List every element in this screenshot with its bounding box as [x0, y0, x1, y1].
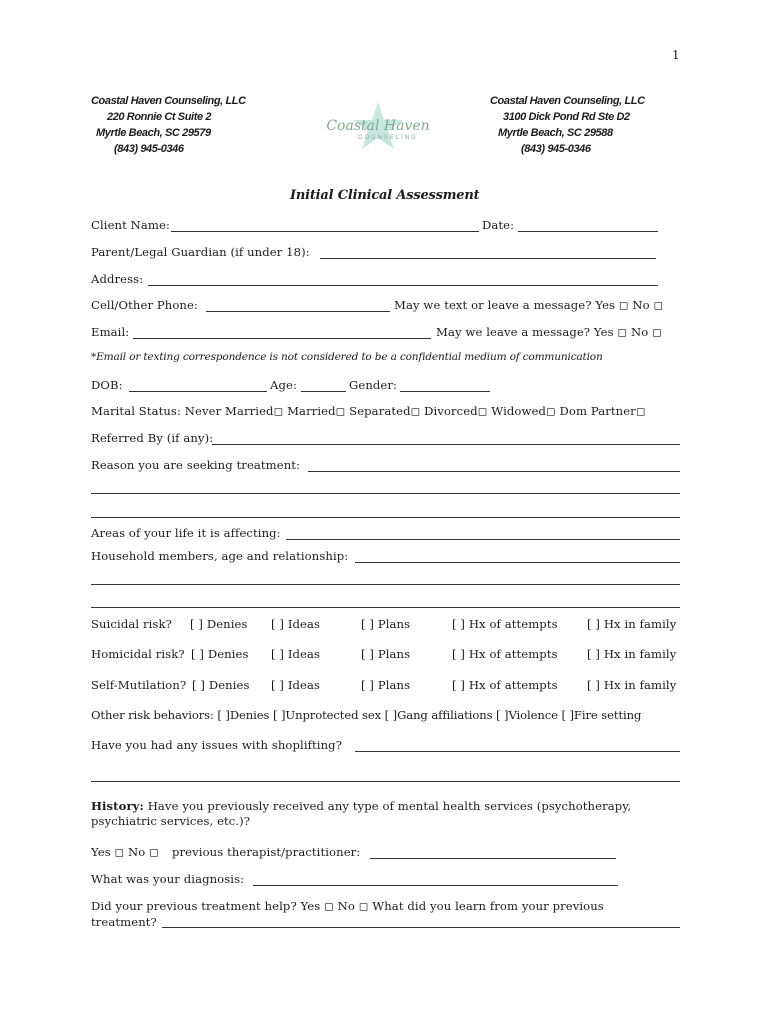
suicidal-risk-row	[91, 617, 681, 631]
household-line-3[interactable]	[91, 607, 680, 608]
history-heading: History:	[91, 799, 144, 813]
practice-name-right: Coastal Haven Counseling, LLC	[490, 95, 645, 107]
dob-label: DOB:	[91, 378, 123, 392]
shoplifting-label: Have you had any issues with shoplifting?	[91, 738, 343, 752]
risk-label: Suicidal risk?	[91, 617, 172, 631]
areas-affected-label: Areas of your life it is affecting:	[91, 526, 281, 540]
reason-label: Reason you are seeking treatment:	[91, 458, 301, 472]
previous-therapist-field[interactable]	[370, 858, 616, 859]
guardian-field[interactable]	[320, 258, 656, 259]
guardian-label: Parent/Legal Guardian (if under 18):	[91, 245, 310, 259]
treatment-learned-field[interactable]	[162, 927, 680, 928]
risk-denies-option[interactable]: [ ] Denies	[192, 678, 250, 692]
practice-street-left: 220 Ronnie Ct Suite 2	[107, 111, 212, 123]
practice-logo	[322, 98, 434, 160]
risk-denies-option[interactable]: [ ] Denies	[191, 647, 249, 661]
practice-city-right: Myrtle Beach, SC 29588	[498, 127, 613, 139]
marital-status[interactable]: Marital Status: Never Married◻ Married◻ Separated◻ Divorced◻ Widowed◻ Dom Partner◻	[91, 404, 646, 418]
referred-by-label: Referred By (if any):	[91, 431, 214, 445]
practice-name-left: Coastal Haven Counseling, LLC	[91, 95, 246, 107]
email-permission[interactable]: May we leave a message? Yes ◻ No ◻	[436, 325, 662, 339]
email-field[interactable]	[133, 338, 431, 339]
reason-line-3[interactable]	[91, 517, 680, 518]
treatment-helped-question: Did your previous treatment help? Yes ◻ No ◻ What did you learn from your previous treatment?	[91, 899, 604, 929]
risk-family-option[interactable]: [ ] Hx in family	[587, 617, 677, 631]
reason-field[interactable]	[308, 471, 680, 472]
reason-line-2[interactable]	[91, 493, 680, 494]
risk-attempts-option[interactable]: [ ] Hx of attempts	[452, 678, 558, 692]
page-number: 1	[672, 48, 680, 62]
risk-plans-option[interactable]: [ ] Plans	[361, 617, 411, 631]
risk-denies-option[interactable]: [ ] Denies	[190, 617, 248, 631]
risk-plans-option[interactable]: [ ] Plans	[361, 678, 411, 692]
form-title: Initial Clinical Assessment	[290, 188, 480, 203]
client-name-field[interactable]	[171, 231, 479, 232]
logo-script-text: Coastal Haven	[326, 118, 430, 134]
age-field[interactable]	[301, 391, 346, 392]
risk-attempts-option[interactable]: [ ] Hx of attempts	[452, 617, 558, 631]
areas-affected-field[interactable]	[286, 539, 680, 540]
address-field[interactable]	[148, 285, 658, 286]
risk-family-option[interactable]: [ ] Hx in family	[587, 647, 677, 661]
client-name-label: Client Name:	[91, 218, 170, 232]
practice-phone-right: (843) 945-0346	[521, 143, 591, 155]
dob-field[interactable]	[129, 391, 267, 392]
text-permission[interactable]: May we text or leave a message? Yes ◻ No ◻	[394, 298, 664, 312]
household-line-2[interactable]	[91, 584, 680, 585]
practice-phone-left: (843) 945-0346	[114, 143, 184, 155]
referred-by-field[interactable]	[212, 444, 680, 445]
risk-ideas-option[interactable]: [ ] Ideas	[271, 647, 321, 661]
phone-field[interactable]	[206, 311, 390, 312]
age-label: Age:	[270, 378, 297, 392]
date-label: Date:	[482, 218, 515, 232]
self-mutilation-row	[91, 678, 681, 692]
previous-therapist-label: previous therapist/practitioner:	[172, 845, 361, 859]
logo-sub-text: COUNSELING	[358, 135, 418, 141]
gender-label: Gender:	[349, 378, 398, 392]
practice-street-right: 3100 Dick Pond Rd Ste D2	[503, 111, 630, 123]
shoplifting-field[interactable]	[355, 751, 680, 752]
homicidal-risk-row	[91, 647, 681, 661]
risk-ideas-option[interactable]: [ ] Ideas	[271, 617, 321, 631]
email-confidentiality-note: *Email or texting correspondence is not considered to be a confidential medium of communication	[91, 351, 603, 363]
diagnosis-label: What was your diagnosis:	[91, 872, 245, 886]
history-question-text: Have you previously received any type of mental health services (psychotherapy, psychiatric services, etc.)?	[91, 799, 632, 828]
risk-label: Self-Mutilation?	[91, 678, 187, 692]
practice-city-left: Myrtle Beach, SC 29579	[96, 127, 211, 139]
phone-label: Cell/Other Phone:	[91, 298, 198, 312]
risk-ideas-option[interactable]: [ ] Ideas	[271, 678, 321, 692]
history-question	[91, 799, 671, 829]
date-field[interactable]	[518, 231, 658, 232]
risk-attempts-option[interactable]: [ ] Hx of attempts	[452, 647, 558, 661]
shoplifting-line-2[interactable]	[91, 781, 680, 782]
address-label: Address:	[91, 272, 144, 286]
email-label: Email:	[91, 325, 130, 339]
household-label: Household members, age and relationship:	[91, 549, 349, 563]
risk-plans-option[interactable]: [ ] Plans	[361, 647, 411, 661]
gender-field[interactable]	[400, 391, 490, 392]
other-risk-behaviors[interactable]: Other risk behaviors: [ ]Denies [ ]Unprotected sex [ ]Gang affiliations [ ]Violence [ ]Fire setting	[91, 708, 642, 722]
previous-services-yes-no[interactable]: Yes ◻ No ◻	[91, 845, 159, 859]
household-field[interactable]	[355, 562, 680, 563]
risk-family-option[interactable]: [ ] Hx in family	[587, 678, 677, 692]
diagnosis-field[interactable]	[253, 885, 618, 886]
risk-label: Homicidal risk?	[91, 647, 185, 661]
